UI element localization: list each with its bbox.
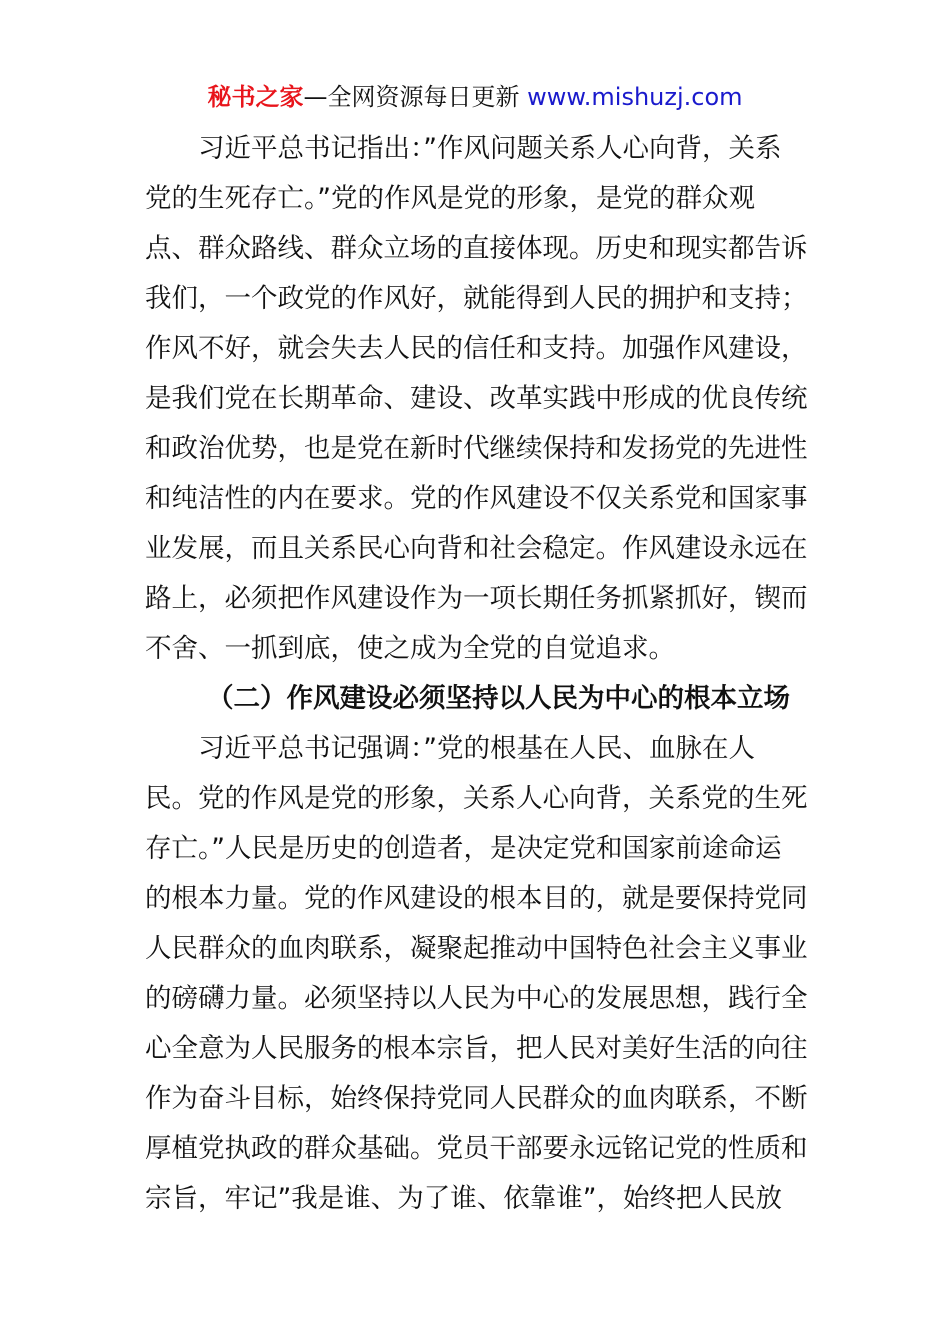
paragraph-line: 习近平总书记指出：”作风问题关系人心向背，关系 — [198, 133, 782, 164]
paragraph-line: 和纯洁性的内在要求。党的作风建设不仅关系党和国家事 — [145, 483, 808, 514]
paragraph-line: 民。党的作风是党的形象，关系人心向背，关系党的生死 — [145, 783, 808, 814]
paragraph-line: 习近平总书记强调：”党的根基在人民、血脉在人 — [198, 733, 755, 764]
paragraph-line: 作为奋斗目标，始终保持党同人民群众的血肉联系，不断 — [145, 1083, 808, 1114]
paragraph-line: 心全意为人民服务的根本宗旨，把人民对美好生活的向往 — [145, 1033, 808, 1064]
paragraph-line: 党的生死存亡。”党的作风是党的形象，是党的群众观 — [145, 183, 755, 214]
section-heading: （二）作风建设必须坚持以人民为中心的根本立场 — [207, 683, 790, 714]
paragraph-line: 我们，一个政党的作风好，就能得到人民的拥护和支持； — [145, 283, 808, 314]
paragraph-line: 和政治优势，也是党在新时代继续保持和发扬党的先进性 — [145, 433, 808, 464]
body-text — [145, 124, 808, 1224]
paragraph-line: 的磅礴力量。必须坚持以人民为中心的发展思想，践行全 — [145, 983, 808, 1014]
paragraph-line: 的根本力量。党的作风建设的根本目的，就是要保持党同 — [145, 883, 808, 914]
paragraph-line: 存亡。”人民是历史的创造者，是决定党和国家前途命运 — [145, 833, 782, 864]
paragraph-line: 厚植党执政的群众基础。党员干部要永远铭记党的性质和 — [145, 1133, 808, 1164]
paragraph-line: 点、群众路线、群众立场的直接体现。历史和现实都告诉 — [145, 233, 808, 264]
paragraph-line: 业发展，而且关系民心向背和社会稳定。作风建设永远在 — [145, 533, 808, 564]
paragraph-line: 作风不好，就会失去人民的信任和支持。加强作风建设， — [145, 333, 808, 364]
paragraph-line: 不舍、一抓到底，使之成为全党的自觉追求。 — [145, 633, 675, 664]
brand-name: 秘书之家 — [207, 83, 304, 111]
header-tagline: —全网资源每日更新 — [303, 83, 528, 111]
paragraph-line: 宗旨，牢记”我是谁、为了谁、依靠谁”，始终把人民放 — [145, 1183, 782, 1214]
site-url: www.mishuzj.com — [527, 83, 743, 111]
paragraph-line: 是我们党在长期革命、建设、改革实践中形成的优良传统 — [145, 383, 808, 414]
paragraph-line: 人民群众的血肉联系，凝聚起推动中国特色社会主义事业 — [145, 933, 808, 964]
paragraph-line: 路上，必须把作风建设作为一项长期任务抓紧抓好，锲而 — [145, 583, 808, 614]
page-header — [0, 80, 950, 114]
